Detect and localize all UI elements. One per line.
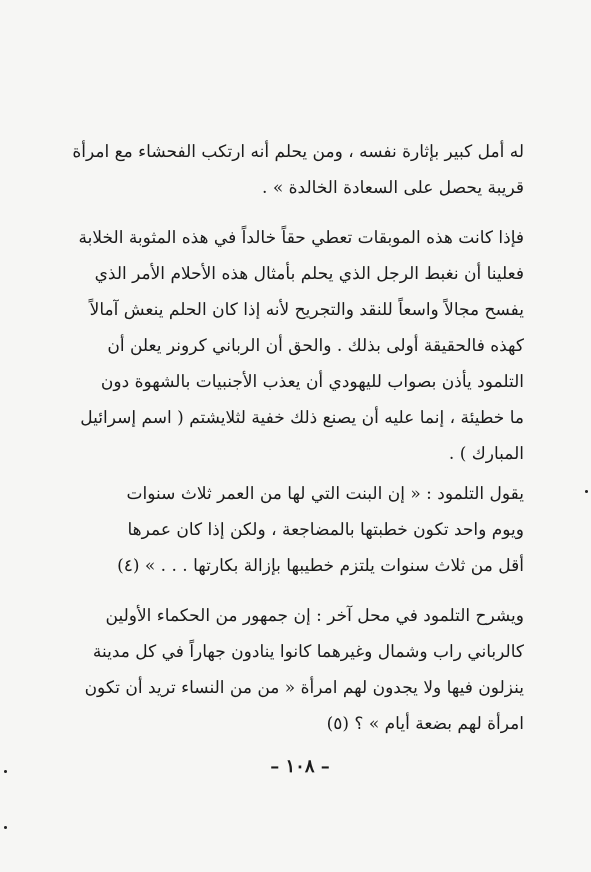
text-line: فإذا كانت هذه الموبقات تعطي حقاً خالداً في هذه المثوبة الخلابة [78,228,524,248]
text-line: ويشرح التلمود في محل آخر : إن جمهور من الحكماء الأولين [105,606,524,626]
text-line: يفسح مجالاً واسعاً للنقد والتجريح لأنه إذا كان الحلم ينعش آمالاً [89,300,524,320]
text-line: التلمود يأذن بصواب لليهودي أن يعذب الأجنبيات بالشهوة دون [100,372,524,392]
text-line: ويوم واحد تكون خطبتها بالمضاجعة ، ولكن إذا كان عمرها [127,520,524,540]
scan-speck [4,826,7,829]
text-line: أقل من ثلاث سنوات يلتزم خطيبها بإزالة بكارتها . . . » (٤) [117,556,524,576]
paragraph-1 [72,142,524,214]
page-number: – ١٠٨ – [270,756,330,777]
text-line: المبارك ) . [448,444,524,464]
scan-speck [4,770,7,773]
text-line: يقول التلمود : « إن البنت التي لها من العمر ثلاث سنوات [126,484,524,504]
paragraph-2 [78,228,524,480]
paragraph-3 [98,484,524,592]
text-line: ما خطيئة ، إنما عليه أن يصنع ذلك خفية لثلايشتم ( اسم إسرائيل [80,408,524,428]
text-line: كالرباني راب وشمال وغيرهما كانوا ينادون جهاراً في كل مدينة [92,642,524,662]
text-line: ينزلون فيها ولا يجدون لهم امرأة « من من النساء تريد أن تكون [84,678,524,698]
paragraph-4 [84,606,524,750]
scan-speck [585,490,588,493]
text-line: كهذه فالحقيقة أولى بذلك . والحق أن الرباني كرونر يعلن أن [107,336,524,356]
text-line: قريبة يحصل على السعادة الخالدة » . [262,178,524,198]
text-line: له أمل كبير بإثارة نفسه ، ومن يحلم أنه ارتكب الفحشاء مع امرأة [72,142,524,162]
text-line: فعلينا أن نغبط الرجل الذي يحلم بأمثال هذه الأحلام الأمر الذي [94,264,524,284]
text-line: امرأة لهم بضعة أيام » ؟ (٥) [326,714,524,734]
